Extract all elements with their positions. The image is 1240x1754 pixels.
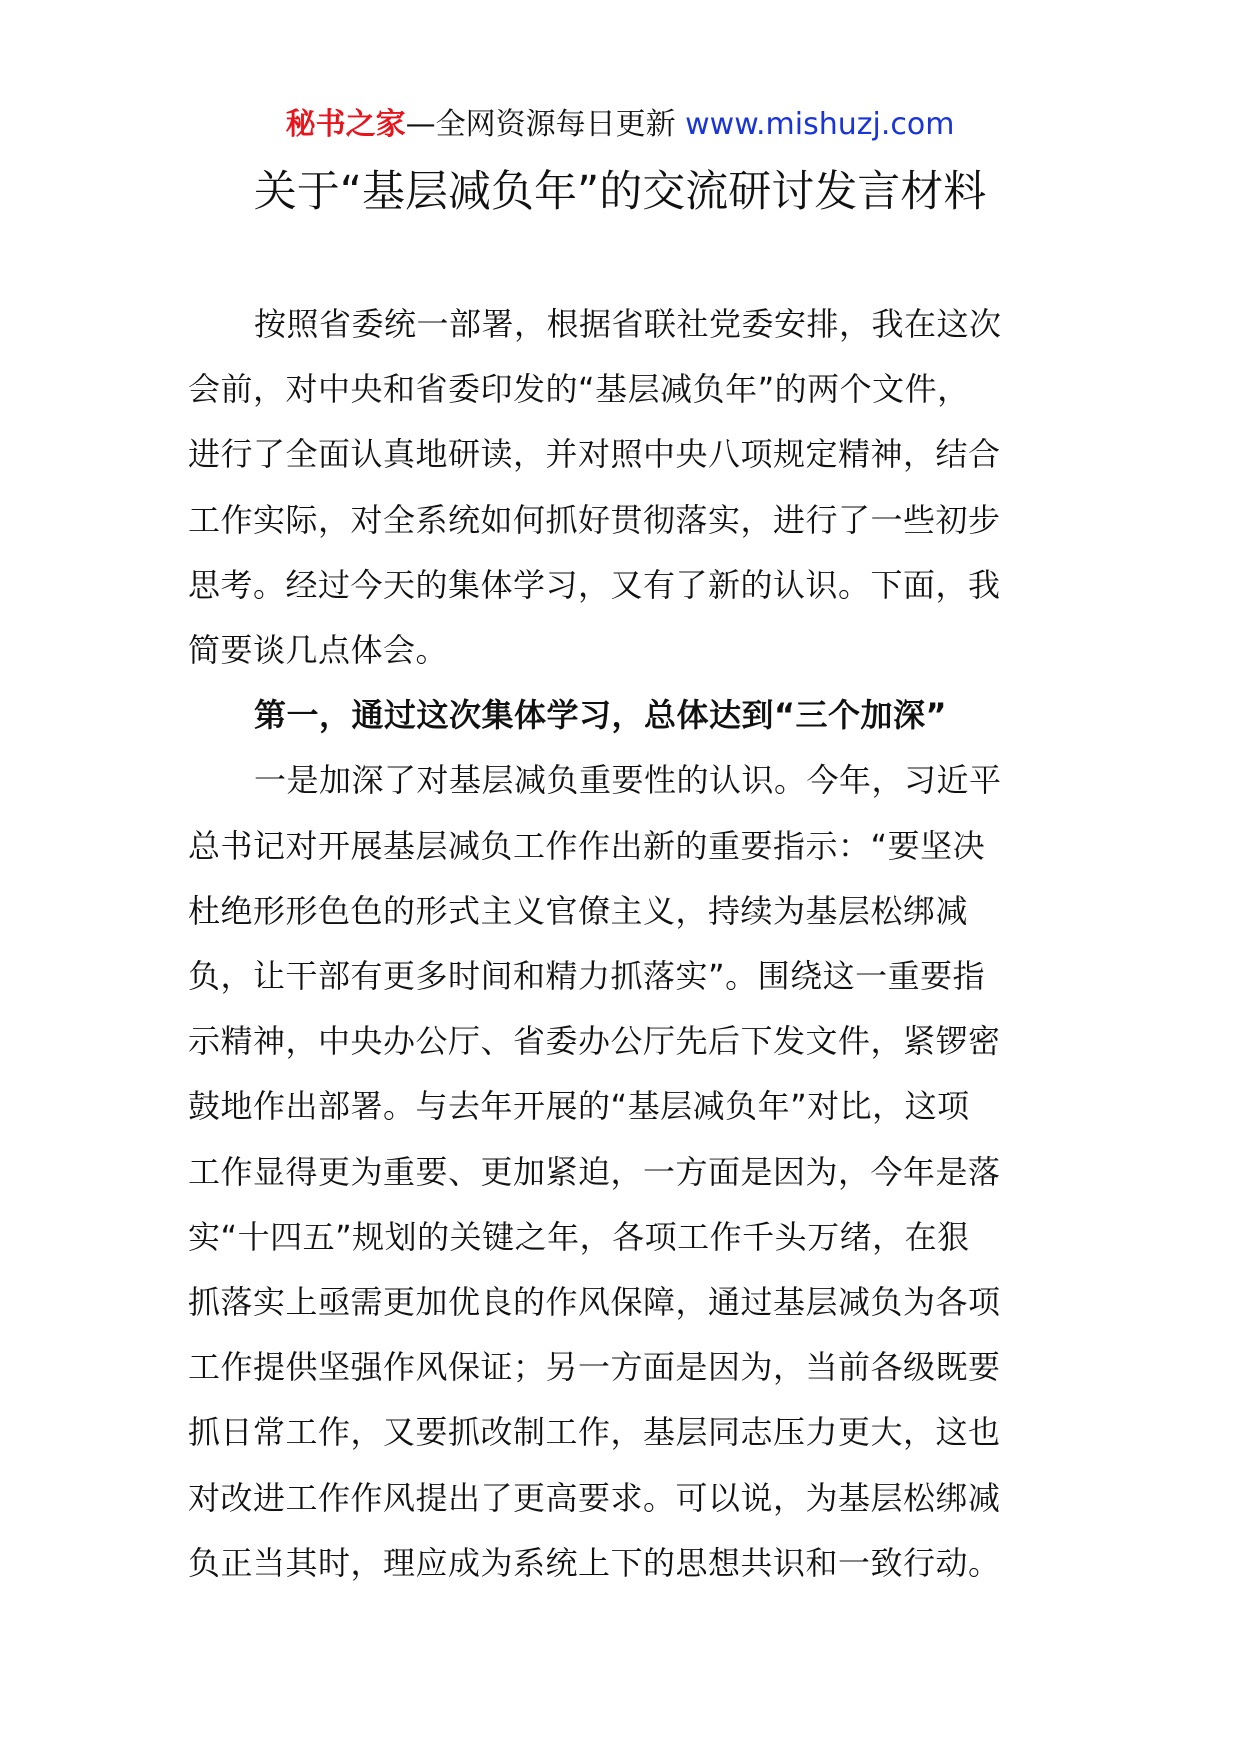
paragraph-line: 示精神，中央办公厅、省委办公厅先后下发文件，紧锣密 xyxy=(188,1022,1001,1061)
paragraph-line: 负，让干部有更多时间和精力抓落实”。围绕这一重要指 xyxy=(188,957,986,996)
site-url-link[interactable]: www.mishuzj.com xyxy=(685,107,955,142)
brand-name: 秘书之家 xyxy=(285,107,406,142)
paragraph-intro xyxy=(188,292,1058,683)
document-body xyxy=(188,292,1058,1596)
header-tagline: —全网资源每日更新 xyxy=(405,107,676,142)
section-heading-first xyxy=(188,683,1058,748)
paragraph-line: 鼓地作出部署。与去年开展的“基层减负年”对比，这项 xyxy=(188,1087,970,1126)
paragraph-line: 进行了全面认真地研读，并对照中央八项规定精神，结合 xyxy=(188,435,1001,474)
paragraph-line: 对改进工作作风提出了更高要求。可以说，为基层松绑减 xyxy=(188,1478,1001,1517)
paragraph-line: 工作实际，对全系统如何抓好贯彻落实，进行了一些初步 xyxy=(188,500,1001,539)
document-title: 关于“基层减负年”的交流研讨发言材料 xyxy=(253,167,987,217)
paragraph-point-one xyxy=(188,748,1058,1596)
paragraph-line: 负正当其时，理应成为系统上下的思想共识和一致行动。 xyxy=(188,1543,1001,1582)
section-heading: 第一，通过这次集体学习，总体达到“三个加深” xyxy=(254,696,948,735)
paragraph-line: 按照省委统一部署，根据省联社党委安排，我在这次 xyxy=(254,305,1002,343)
paragraph-line: 总书记对开展基层减负工作作出新的重要指示：“要坚决 xyxy=(188,826,986,865)
paragraph-line: 抓落实上亟需更加优良的作风保障，通过基层减负为各项 xyxy=(188,1283,1001,1322)
site-header xyxy=(0,103,1240,147)
paragraph-line: 实“十四五”规划的关键之年，各项工作千头万绪，在狠 xyxy=(188,1217,970,1256)
paragraph-line: 会前，对中央和省委印发的“基层减负年”的两个文件， xyxy=(188,370,970,409)
paragraph-line: 杜绝形形色色的形式主义官僚主义，持续为基层松绑减 xyxy=(188,891,969,930)
paragraph-line: 思考。经过今天的集体学习，又有了新的认识。下面，我 xyxy=(188,565,1001,604)
paragraph-line: 工作显得更为重要、更加紧迫，一方面是因为，今年是落 xyxy=(188,1152,1001,1191)
paragraph-line: 简要谈几点体会。 xyxy=(188,631,449,670)
paragraph-line: 抓日常工作，又要抓改制工作，基层同志压力更大，这也 xyxy=(188,1413,1001,1452)
paragraph-line: 工作提供坚强作风保证；另一方面是因为，当前各级既要 xyxy=(188,1348,1001,1387)
paragraph-line: 一是加深了对基层减负重要性的认识。今年，习近平 xyxy=(254,761,1002,800)
